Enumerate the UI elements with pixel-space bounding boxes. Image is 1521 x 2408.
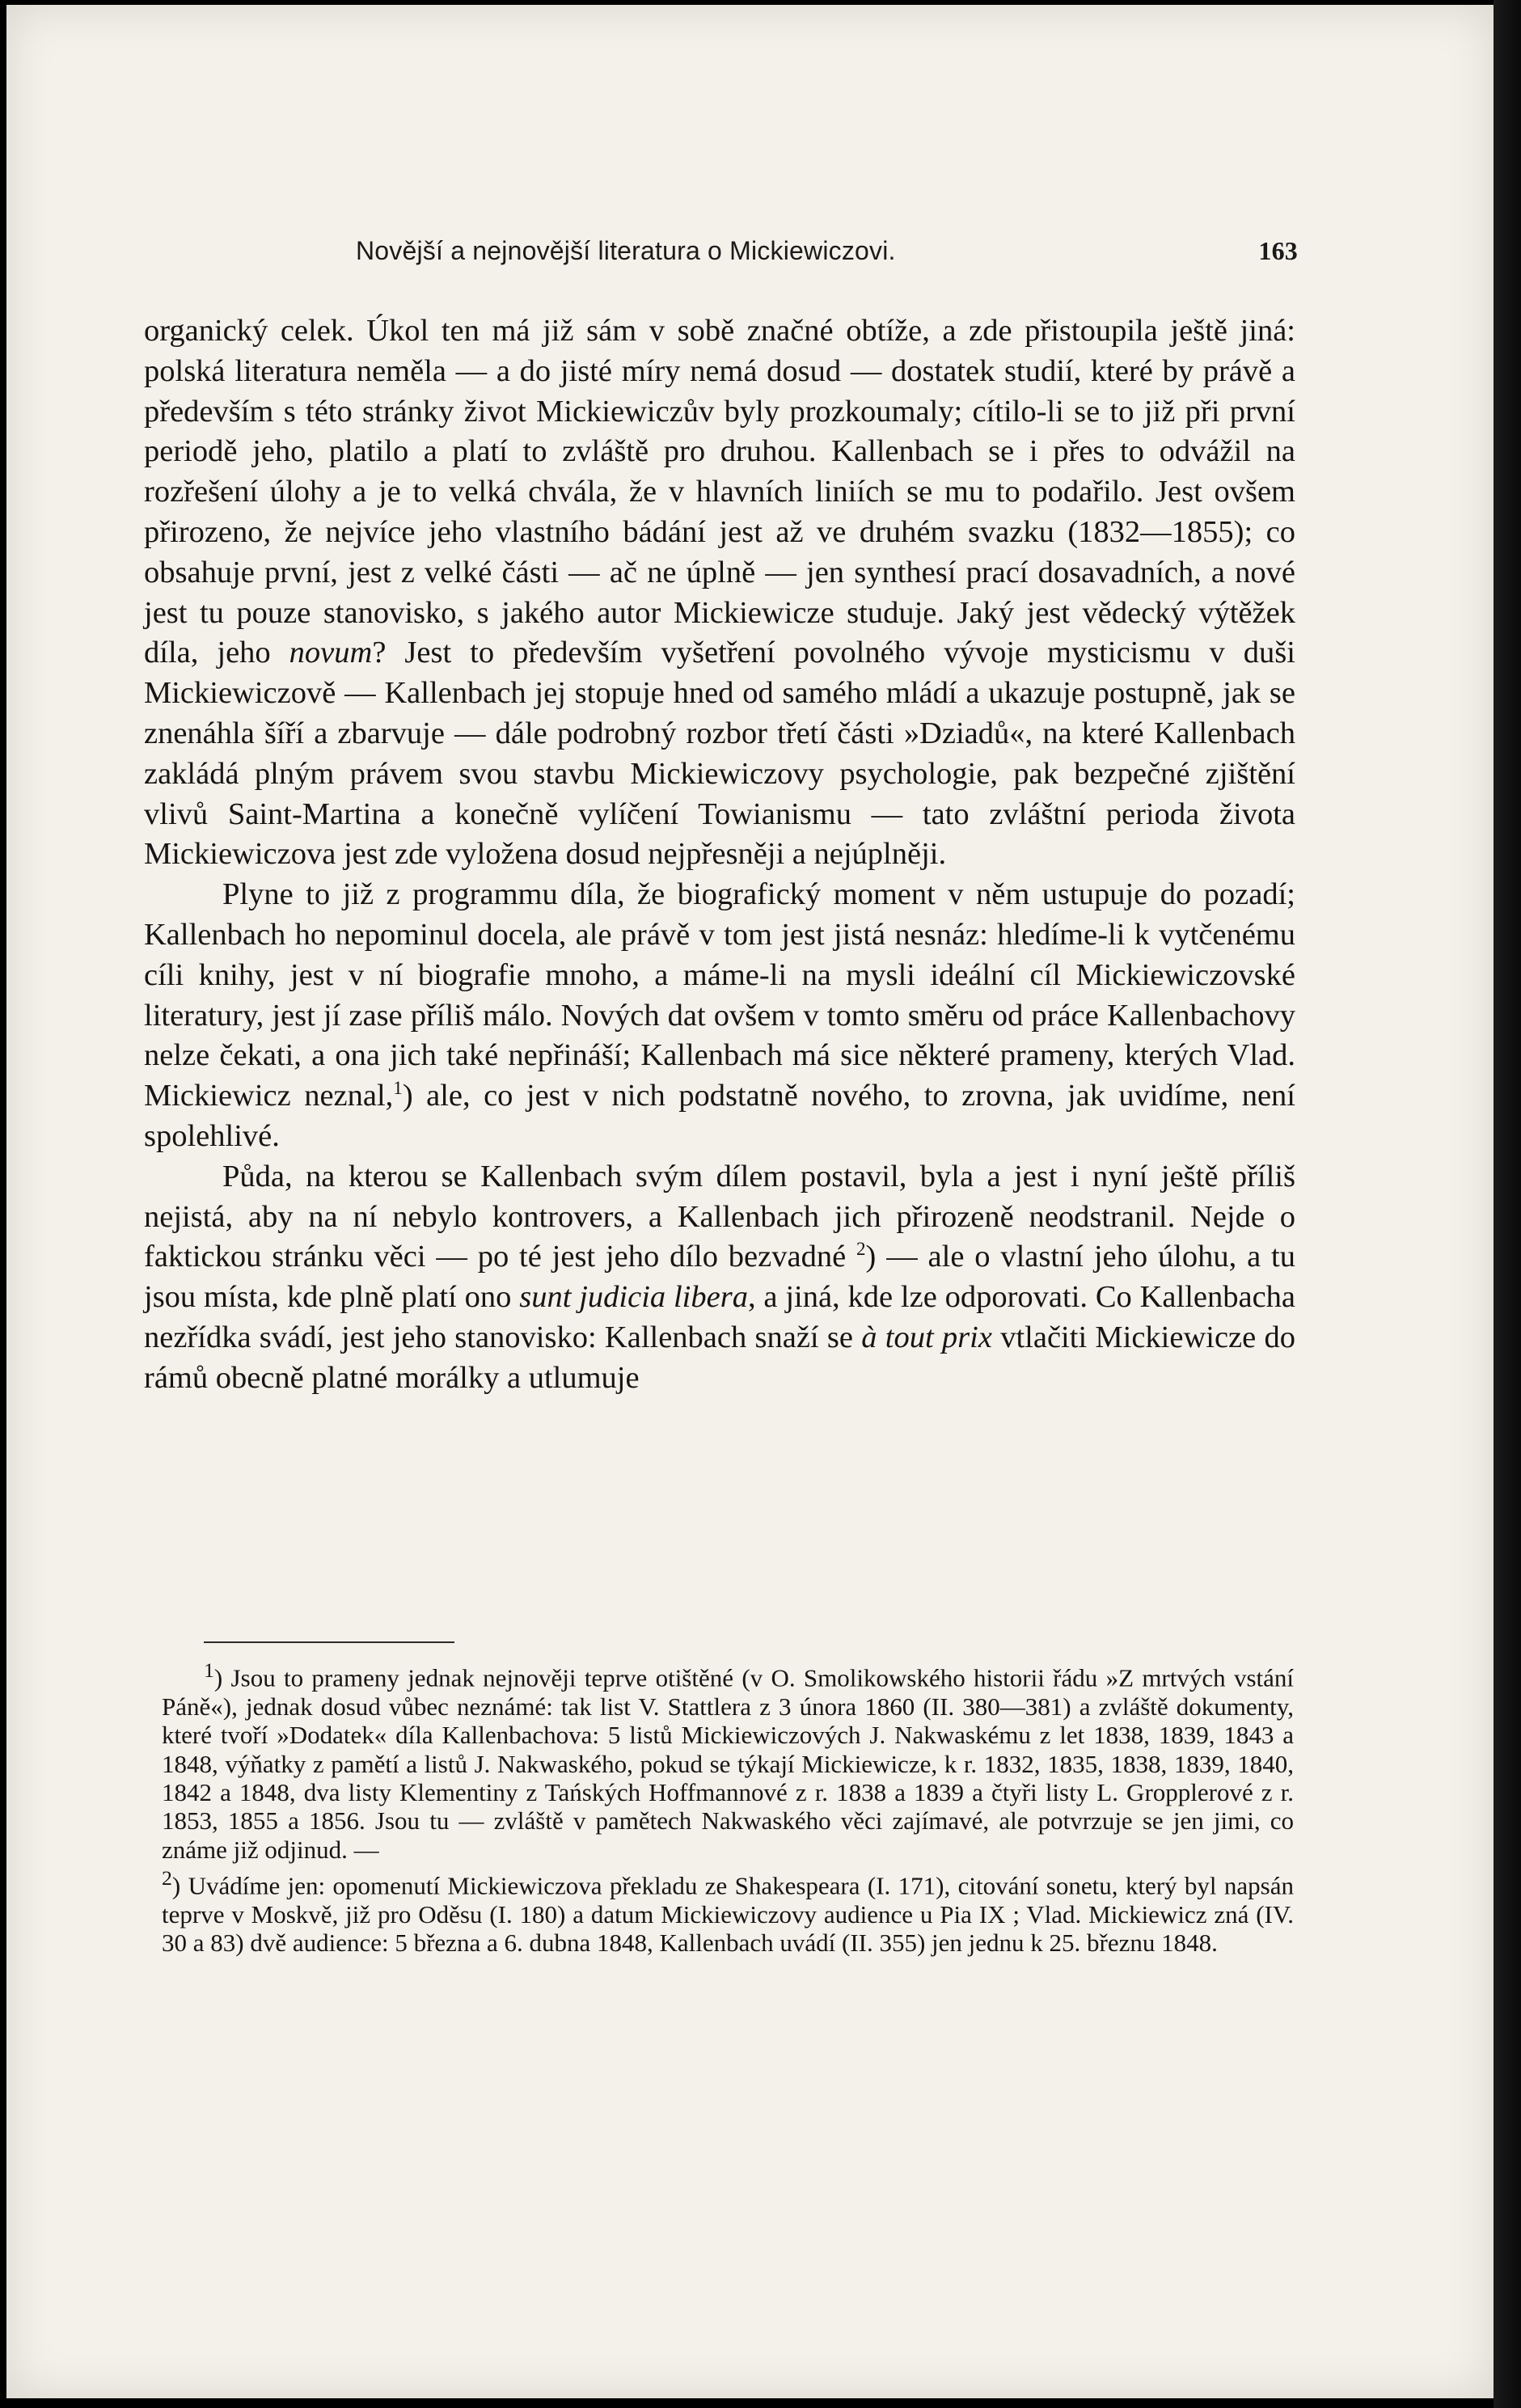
paragraph-3-italic-2: à tout prix [861, 1320, 992, 1354]
paragraph-2-text-b: ) ale, co jest v nich podstatně nového, to zrovna, jak uvidíme, není spolehlivé. [144, 1079, 1295, 1153]
paragraph-3-text-d: vtlačiti Mickiewicze do rámů obecně platné morálky a utlumuje [144, 1320, 1295, 1395]
paragraph-2 [144, 875, 1295, 1157]
paragraph-3-text-c: , a jiná, kde lze odporovati. Co Kallenbacha nezřídka svádí, jest jeho stanovisko: Kallenbach snaží se [144, 1280, 1296, 1354]
main-text [144, 311, 1295, 1399]
paragraph-1-text-a: organický celek. Úkol ten má již sám v sobě značné obtíže, a zde přistoupila ještě jiná: polská literatura neměla — a do jisté míry nemá dosud — dostatek studií, které by právě a především s této stránky život Mickiewiczův byly prozkoumaly; cítilo-li se to již při první periodě jeho, platilo a platí to zvláště pro druhou. Kallenbach se i přes to odvážil na rozřešení úlohy a je to velká chvála, že v hlavních liniích se mu to podařilo. Jest ovšem přirozeno, že nejvíce jeho vlastního bádání jest až ve druhém svazku (1832—1855); co obsahuje první, jest z velké části — ač ne úplně — jen synthesí prací dosavadních, a nové jest tu pouze stanovisko, s jakého autor Mickiewicze studuje. Jaký jest vědecký výtěžek díla, jeho [144, 314, 1295, 670]
paragraph-1 [144, 311, 1295, 875]
scan-edge [1494, 0, 1521, 2408]
paragraph-3 [144, 1157, 1295, 1399]
paragraph-2-text-a: Plyne to již z programmu díla, že biografický moment v něm ustupuje do pozadí; Kallenbach ho nepominul docela, ale právě v tom jest jistá nesnáz: hledíme-li k vytčenému cíli knihy, jest v ní biografie mnoho, a máme-li na mysli ideální cíl Mickiewiczovské literatury, jest jí zase příliš málo. Nových dat ovšem v tomto směru od práce Kallenbachovy nelze čekati, a ona jich také nepřináší; Kallenbach má sice některé prameny, kterých Vlad. Mickiewicz neznal, [144, 877, 1295, 1113]
footnote-2-mark: 2 [162, 1866, 172, 1890]
running-head-title: Novější a nejnovější literatura o Mickiewiczovi. [356, 236, 896, 265]
paragraph-3-italic-1: sunt judicia libera [519, 1280, 748, 1315]
page-number: 163 [1258, 236, 1298, 265]
footnote-1-text: ) Jsou to prameny jednak nejnověji teprve otištěné (v O. Smolikowského historii řádu »Z mrtvých vstání Páně«), jednak dosud vůbec neznámé: tak list V. Stattlera z 3 února 1860 (II. 380—381) a zvláště dokumenty, které tvoří »Dodatek« díla Kallenbachova: 5 listů Mickiewiczových J. Nakwaskému z let 1838, 1839, 1843 a 1848, výňatky z pamětí a listů J. Nakwaského, pokud se týkají Mickiewicze, k r. 1832, 1835, 1838, 1839, 1840, 1842 a 1848, dva listy Klementiny z Tańských Hoffmannové z r. 1838 a 1839 a čtyři listy L. Gropplerové z r. 1853, 1855 a 1856. Jsou tu — zvláště v pamětech Nakwaského věci zajímavé, ale potvrzuje se jen jimi, co známe již odjinud. — [162, 1663, 1294, 1864]
footnote-rule [204, 1641, 454, 1643]
footnote-2 [162, 1864, 1294, 1958]
footnotes [162, 1656, 1294, 1958]
footnote-ref-2: 2 [856, 1238, 866, 1260]
paragraph-1-italic: novum [289, 636, 373, 670]
footnote-1-mark: 1 [204, 1658, 214, 1682]
running-head [356, 236, 1298, 266]
paragraph-3-text-a: Půda, na kterou se Kallenbach svým dílem postavil, byla a jest i nyní ještě příliš nejistá, aby na ní nebylo kontrovers, a Kallenbach jich přirozeně neodstranil. Nejde o faktickou stránku věci — po té jest jeho dílo bezvadné [144, 1159, 1295, 1274]
footnote-ref-1: 1 [393, 1077, 403, 1099]
paragraph-3-text-b: ) — ale o vlastní jeho úlohu, a tu jsou místa, kde plně platí ono [144, 1240, 1295, 1315]
footnote-2-text: ) Uvádíme jen: opomenutí Mickiewiczova překladu ze Shakespeara (I. 171), citování sonetu, který byl napsán teprve v Moskvě, již pro Oděsu (I. 180) a datum Mickiewiczovy audience u Pia IX ; Vlad. Mickiewicz zná (IV. 30 a 83) dvě audience: 5 března a 6. dubna 1848, Kallenbach uvádí (II. 355) jen jednu k 25. březnu 1848. [162, 1871, 1294, 1958]
paragraph-1-text-b: ? Jest to především vyšetření povolného vývoje mysticismu v duši Mickiewiczově — Kallenbach jej stopuje hned od samého mládí a ukazuje postupně, jak se znenáhla šíří a zbarvuje — dále podrobný rozbor třetí části »Dziadů«, na které Kallenbach zakládá plným právem svou stavbu Mickiewiczovy psychologie, pak bezpečné zjištění vlivů Saint-Martina a konečně vylíčení Towianismu — tato zvláštní perioda života Mickiewiczova jest zde vyložena dosud nejpřesněji a nejúplněji. [144, 636, 1295, 872]
footnote-1 [162, 1656, 1294, 1864]
